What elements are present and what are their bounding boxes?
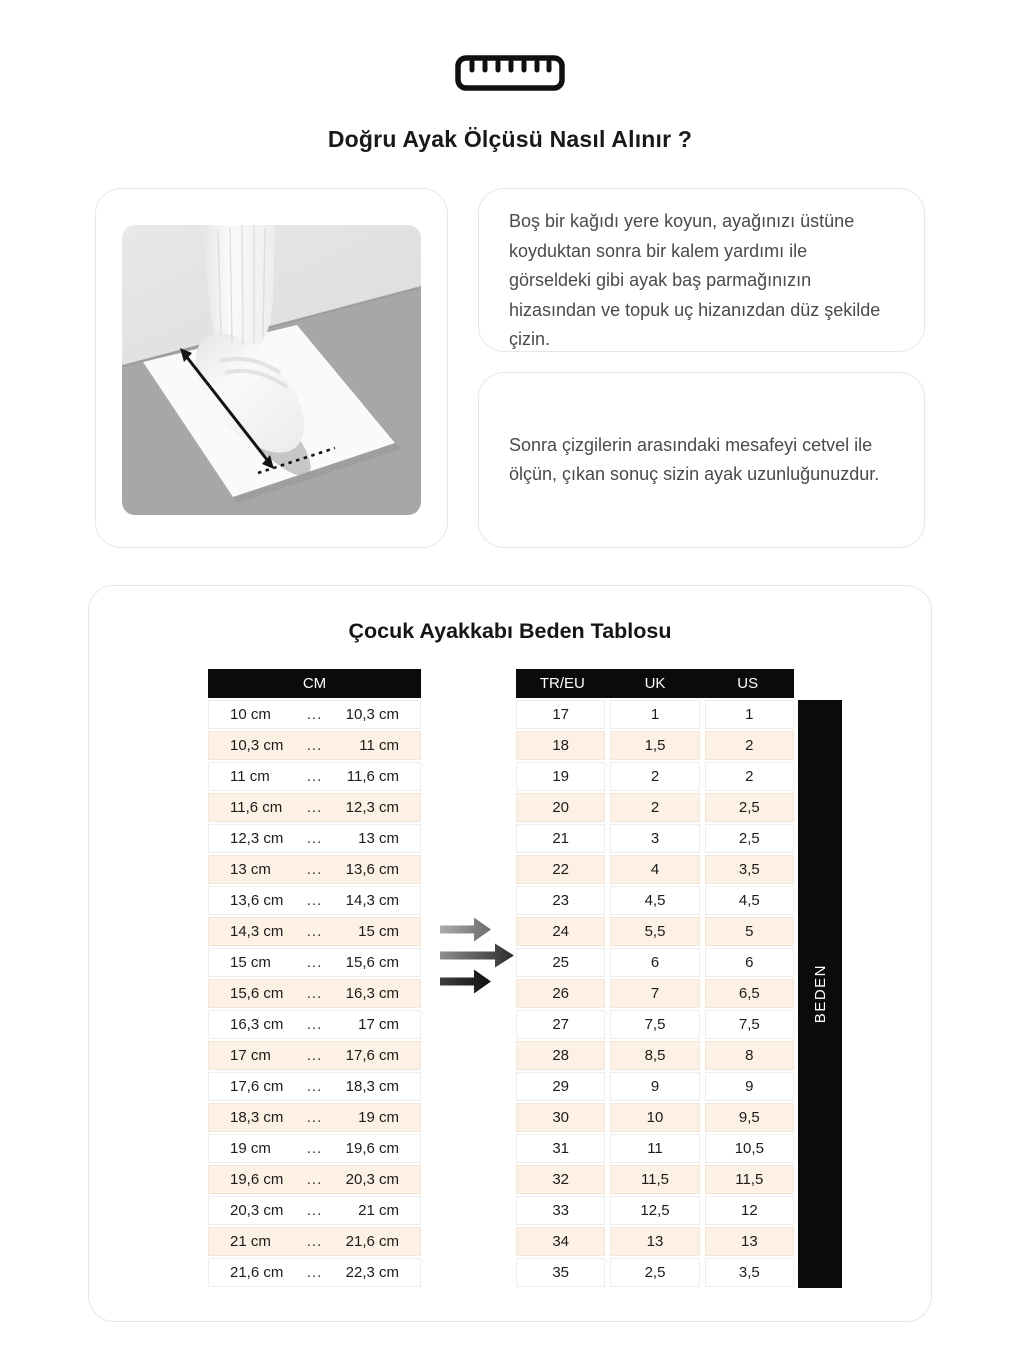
cm-table-row: [208, 700, 421, 729]
cm-to: 21,6 cm: [345, 1233, 399, 1250]
size-table-row: [516, 886, 794, 915]
cm-from: 13 cm: [230, 861, 271, 878]
cm-to: 22,3 cm: [345, 1264, 399, 1281]
cm-sep: ...: [306, 1016, 323, 1033]
size-tr-eu: 17: [516, 700, 605, 729]
size-us: 8: [705, 1041, 794, 1070]
size-tr-eu: 34: [516, 1227, 605, 1256]
size-uk: 7: [610, 979, 699, 1008]
size-header-tr-eu: TR/EU: [539, 675, 585, 692]
cm-table-row: [208, 731, 421, 760]
size-tr-eu: 26: [516, 979, 605, 1008]
size-table-row: [516, 824, 794, 853]
cm-sep: ...: [306, 799, 323, 816]
cm-from: 21,6 cm: [230, 1264, 284, 1281]
size-uk: 1: [610, 700, 699, 729]
size-us: 4,5: [705, 886, 794, 915]
size-tr-eu: 28: [516, 1041, 605, 1070]
size-table-row: [516, 948, 794, 977]
cm-sep: ...: [306, 1047, 323, 1064]
cm-table-row: [208, 1041, 421, 1070]
cm-to: 13 cm: [358, 830, 399, 847]
size-header-us: US: [737, 675, 759, 692]
size-tr-eu: 33: [516, 1196, 605, 1225]
cm-table-row: [208, 855, 421, 884]
size-us: 9: [705, 1072, 794, 1101]
size-tr-eu: 32: [516, 1165, 605, 1194]
size-uk: 2: [610, 762, 699, 791]
size-table-row: [516, 1072, 794, 1101]
cm-sep: ...: [306, 737, 323, 754]
cm-table-row: [208, 948, 421, 977]
size-us: 1: [705, 700, 794, 729]
cm-sep: ...: [306, 830, 323, 847]
size-chart-title: Çocuk Ayakkabı Beden Tablosu: [348, 619, 672, 643]
cm-to: 14,3 cm: [345, 892, 399, 909]
cm-sep: ...: [306, 768, 323, 785]
size-us: 3,5: [705, 1258, 794, 1287]
cm-to: 18,3 cm: [345, 1078, 399, 1095]
size-us: 2: [705, 762, 794, 791]
size-uk: 2: [610, 793, 699, 822]
cm-to: 17,6 cm: [345, 1047, 399, 1064]
size-table-body: [516, 700, 794, 1287]
cm-table-row: [208, 1010, 421, 1039]
cm-from: 19 cm: [230, 1140, 271, 1157]
cm-from: 10,3 cm: [230, 737, 284, 754]
size-uk: 2,5: [610, 1258, 699, 1287]
size-uk: 11,5: [610, 1165, 699, 1194]
cm-from: 10 cm: [230, 706, 271, 723]
size-uk: 6: [610, 948, 699, 977]
cm-to: 21 cm: [358, 1202, 399, 1219]
size-tr-eu: 25: [516, 948, 605, 977]
size-table-row: [516, 1227, 794, 1256]
cm-from: 18,3 cm: [230, 1109, 284, 1126]
size-tr-eu: 27: [516, 1010, 605, 1039]
size-tr-eu: 22: [516, 855, 605, 884]
cm-sep: ...: [306, 1202, 323, 1219]
size-table-row: [516, 793, 794, 822]
size-us: 6: [705, 948, 794, 977]
size-uk: 3: [610, 824, 699, 853]
cm-to: 15,6 cm: [345, 954, 399, 971]
size-table-row: [516, 731, 794, 760]
cm-from: 17,6 cm: [230, 1078, 284, 1095]
beden-label: BEDEN: [811, 964, 829, 1024]
size-uk: 13: [610, 1227, 699, 1256]
size-uk: 7,5: [610, 1010, 699, 1039]
cm-sep: ...: [306, 923, 323, 940]
size-tr-eu: 30: [516, 1103, 605, 1132]
cm-sep: ...: [306, 892, 323, 909]
size-us: 11,5: [705, 1165, 794, 1194]
foot-measurement-photo: [122, 225, 421, 515]
instruction-step-2: Sonra çizgilerin arasındaki mesafeyi cetvel ile ölçün, çıkan sonuç sizin ayak uzunluğunuzdur.: [509, 434, 880, 484]
size-table-row: [516, 979, 794, 1008]
cm-table-row: [208, 793, 421, 822]
size-uk: 1,5: [610, 731, 699, 760]
cm-from: 11,6 cm: [230, 799, 283, 816]
cm-to: 11 cm: [359, 737, 399, 754]
cm-from: 17 cm: [230, 1047, 271, 1064]
cm-to: 16,3 cm: [345, 985, 399, 1002]
size-us: 5: [705, 917, 794, 946]
cm-table-header: [208, 669, 421, 698]
cm-from: 15,6 cm: [230, 985, 284, 1002]
cm-sep: ...: [306, 1264, 323, 1281]
size-uk: 5,5: [610, 917, 699, 946]
size-tr-eu: 20: [516, 793, 605, 822]
size-table-row: [516, 855, 794, 884]
cm-from: 20,3 cm: [230, 1202, 284, 1219]
size-us: 2,5: [705, 824, 794, 853]
cm-from: 14,3 cm: [230, 923, 284, 940]
size-table-row: [516, 762, 794, 791]
size-table-row: [516, 1041, 794, 1070]
cm-table-row: [208, 1196, 421, 1225]
size-us: 2,5: [705, 793, 794, 822]
cm-sep: ...: [306, 954, 323, 971]
cm-from: 19,6 cm: [230, 1171, 284, 1188]
size-table-row: [516, 1165, 794, 1194]
instruction-box-1: [478, 188, 925, 352]
cm-sep: ...: [306, 706, 323, 723]
size-tr-eu: 35: [516, 1258, 605, 1287]
cm-sep: ...: [306, 1171, 323, 1188]
instruction-step-1: Boş bir kağıdı yere koyun, ayağınızı üstüne koyduktan sonra bir kalem yardımı ile görseldeki gibi ayak baş parmağınızın hizasından ve topuk uç hizanızdan düz şekilde çizin.: [509, 211, 881, 349]
size-tr-eu: 29: [516, 1072, 605, 1101]
size-uk: 4,5: [610, 886, 699, 915]
cm-from: 15 cm: [230, 954, 271, 971]
cm-from: 21 cm: [230, 1233, 271, 1250]
size-table-row: [516, 1010, 794, 1039]
size-chart-card: [88, 585, 932, 1322]
size-table-row: [516, 1134, 794, 1163]
cm-to: 17 cm: [358, 1016, 399, 1033]
foot-photo-card: [95, 188, 448, 548]
cm-sep: ...: [306, 1140, 323, 1157]
ruler-icon: [0, 54, 1020, 92]
size-us: 9,5: [705, 1103, 794, 1132]
size-table-row: [516, 1196, 794, 1225]
size-header-uk: UK: [644, 675, 666, 692]
cm-sep: ...: [306, 985, 323, 1002]
size-us: 12: [705, 1196, 794, 1225]
size-tr-eu: 19: [516, 762, 605, 791]
beden-side-bar: [798, 700, 842, 1288]
cm-table-row: [208, 1134, 421, 1163]
cm-to: 13,6 cm: [345, 861, 399, 878]
cm-to: 19,6 cm: [345, 1140, 399, 1157]
size-us: 2: [705, 731, 794, 760]
cm-table-row: [208, 762, 421, 791]
page-title: Doğru Ayak Ölçüsü Nasıl Alınır ?: [327, 126, 693, 152]
cm-sep: ...: [306, 1233, 323, 1250]
size-us: 6,5: [705, 979, 794, 1008]
cm-table-row: [208, 979, 421, 1008]
cm-table-row: [208, 886, 421, 915]
cm-to: 20,3 cm: [345, 1171, 399, 1188]
cm-table: [208, 669, 421, 1287]
size-table-row: [516, 700, 794, 729]
cm-to: 11,6 cm: [346, 768, 399, 785]
cm-from: 11 cm: [230, 768, 270, 785]
cm-from: 16,3 cm: [230, 1016, 284, 1033]
size-us: 7,5: [705, 1010, 794, 1039]
cm-table-row: [208, 1072, 421, 1101]
cm-sep: ...: [306, 1109, 323, 1126]
size-uk: 10: [610, 1103, 699, 1132]
arrows-right-icon: [438, 916, 516, 996]
cm-to: 10,3 cm: [345, 706, 399, 723]
size-table-row: [516, 917, 794, 946]
cm-from: 13,6 cm: [230, 892, 284, 909]
instruction-box-2: [478, 372, 925, 548]
size-us: 13: [705, 1227, 794, 1256]
size-uk: 12,5: [610, 1196, 699, 1225]
cm-from: 12,3 cm: [230, 830, 284, 847]
size-uk: 4: [610, 855, 699, 884]
cm-sep: ...: [306, 1078, 323, 1095]
size-us: 10,5: [705, 1134, 794, 1163]
size-table-row: [516, 1258, 794, 1287]
cm-table-row: [208, 1258, 421, 1287]
size-us: 3,5: [705, 855, 794, 884]
cm-table-row: [208, 1227, 421, 1256]
cm-header-label: CM: [302, 675, 327, 692]
cm-sep: ...: [306, 861, 323, 878]
size-tr-eu: 24: [516, 917, 605, 946]
cm-table-row: [208, 1165, 421, 1194]
size-tr-eu: 23: [516, 886, 605, 915]
cm-to: 15 cm: [358, 923, 399, 940]
cm-to: 12,3 cm: [345, 799, 399, 816]
size-table: [516, 669, 794, 1287]
size-uk: 11: [610, 1134, 699, 1163]
size-table-header: [516, 669, 794, 698]
size-uk: 8,5: [610, 1041, 699, 1070]
size-uk: 9: [610, 1072, 699, 1101]
size-tr-eu: 21: [516, 824, 605, 853]
cm-table-body: [208, 700, 421, 1287]
cm-table-row: [208, 1103, 421, 1132]
size-tr-eu: 18: [516, 731, 605, 760]
cm-table-row: [208, 917, 421, 946]
size-tr-eu: 31: [516, 1134, 605, 1163]
size-table-row: [516, 1103, 794, 1132]
cm-table-row: [208, 824, 421, 853]
cm-to: 19 cm: [358, 1109, 399, 1126]
